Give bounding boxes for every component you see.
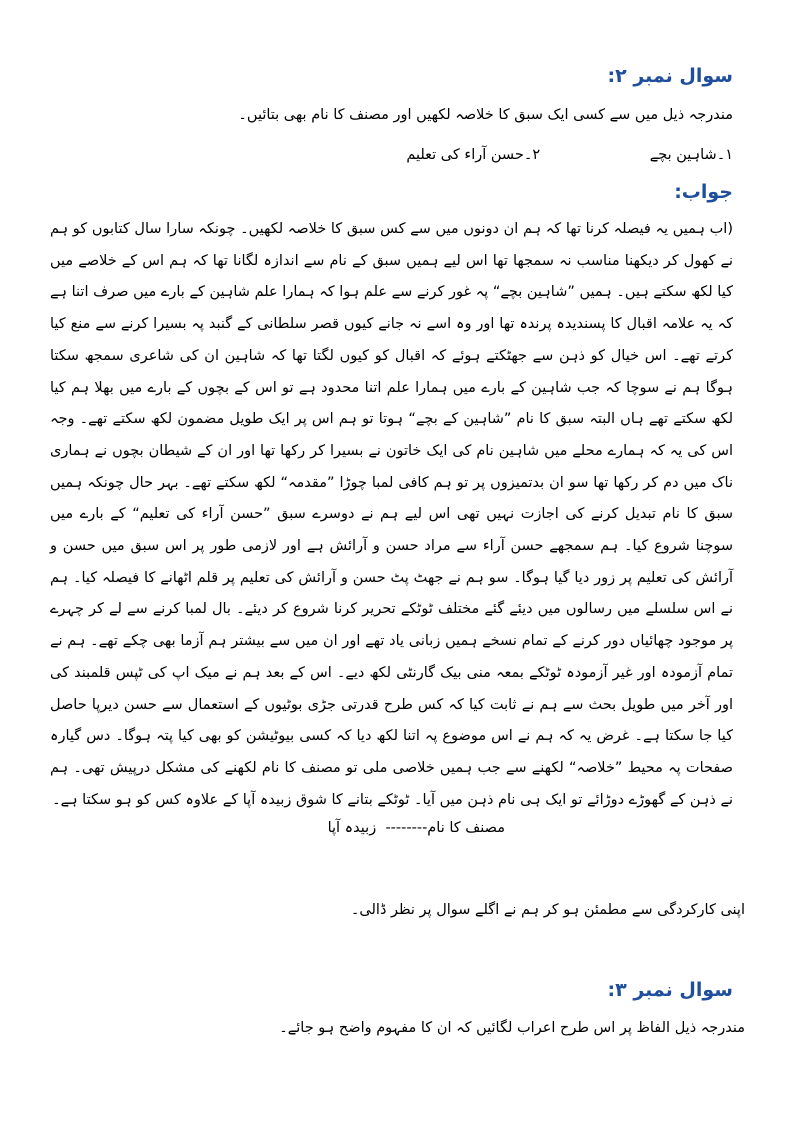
question-2-options	[406, 145, 733, 165]
question-3-prompt: مندرجہ ذیل الفاظ پر اس طرح اعراب لگائیں کہ ان کا مفہوم واضح ہو جائے۔	[279, 1020, 745, 1036]
question-2-heading: سوال نمبر ۲:	[607, 65, 733, 87]
author-label: مصنف کا نام	[427, 820, 505, 836]
closing-line: اپنی کارکردگی سے مطمئن ہو کر ہم نے اگلے سوال پر نظر ڈالی۔	[350, 902, 745, 918]
question-2-prompt: مندرجہ ذیل میں سے کسی ایک سبق کا خلاصہ لکھیں اور مصنف کا نام بھی بتائیں۔	[238, 107, 733, 123]
option-1: ۱۔شاہین بچے	[649, 147, 733, 163]
option-2: ۲۔حسن آراء کی تعلیم	[406, 147, 541, 163]
author-dashes: --------	[385, 820, 428, 836]
author-line	[328, 818, 505, 838]
answer-body: (اب ہمیں یہ فیصلہ کرنا تھا کہ ہم ان دونوں میں سے کس سبق کا خلاصہ لکھیں۔ چونکہ سارا سال کتابوں کو ہم نے کھول کر دیکھنا مناسب نہ سمجھا تھا اس لیے ہمیں سبق کے نام سے اندازہ لگانا تھا کہ ہم اس کے خلاصے میں کیا لکھ سکتے ہیں۔ ہمیں ”شاہین بچے“ پہ غور کرنے سے علم ہوا کہ ہمارا علم شاہین کے بارے میں صرف اتنا ہے کہ یہ علامہ اقبال کا پسندیدہ پرندہ تھا اور وہ اسے نہ جانے کیوں قصر سلطانی کے گنبد پہ بسیرا کرنے سے منع کیا کرتے تھے۔ اس خیال کو ذہن سے جھٹکتے ہوئے کہ اقبال کو کیوں لگتا تھا کہ شاہین ان کی شاعری سمجھ سکتا ہوگا ہم نے سوچا کہ جب شاہین کے بارے میں ہمارا علم اتنا محدود ہے تو اس کے بچوں کے بارے میں بھلا ہم کیا لکھ سکتے تھے ہاں البتہ سبق کا نام ”شاہین کے بچے“ ہوتا تو ہم اس پر ایک طویل مضمون لکھ سکتے تھے۔ وجہ اس کی یہ کہ ہمارے محلے میں شاہین نام کی ایک خاتون نے بسیرا کر رکھا تھا اور ان کے شیطان بچوں نے ہماری ناک میں دم کر رکھا تھا سو ان بدتمیزوں پر تو ہم کافی لمبا چوڑا ”مقدمہ“ لکھ سکتے تھے۔ بہر حال چونکہ ہمیں سبق کا نام تبدیل کرنے کی اجازت نہیں تھی اس لیے ہم نے دوسرے سبق ”حسن آراء کی تعلیم“ کے بارے میں سوچنا شروع کیا۔ ہم سمجھے حسن آراء سے مراد حسن و آرائش ہے اور لازمی طور پر اس سبق میں حسن و آرائش کی تعلیم پر زور دیا گیا ہوگا۔ سو ہم نے جھٹ پٹ حسن و آرائش کی تعلیم پر قلم اٹھانے کا فیصلہ کیا۔ ہم نے اس سلسلے میں رسالوں میں دیئے گئے مختلف ٹوٹکے تحریر کرنا شروع کر دیئے۔ بال لمبا کرنے سے لے کر چہرے پر موجود چھائیاں دور کرنے کے تمام نسخے ہمیں زبانی یاد تھے اور ان میں سے بیشتر ہم آزما بھی چکے تھے۔ ہم نے تمام آزمودہ اور غیر آزمودہ ٹوٹکے بمعہ منی بیک گارنٹی لکھ دیے۔ اس کے بعد ہم نے میک اپ کی ٹپس قلمبند کی اور آخر میں طویل بحث سے ہم نے ثابت کیا کہ کس طرح قدرتی جڑی بوٹیوں کے استعمال سے حسن دیرپا حاصل کیا جا سکتا ہے۔ غرض یہ کہ ہم نے اس موضوع پہ اتنا لکھ دیا کہ کسی بیوٹیشن کو بھی کیا پتہ ہوگا۔ دس گیارہ صفحات پہ محیط ”خلاصہ“ لکھنے سے جب ہمیں خلاصی ملی تو مصنف کا نام لکھنے کی مشکل درپیش تھی۔ ہم نے ذہن کے گھوڑے دوڑائے تو ایک ہی نام ذہن میں آیا۔ ٹوٹکے بتانے کا شوق زبیدہ آپا کے علاوہ کس کو ہو سکتا ہے۔	[50, 221, 733, 808]
answer-heading: جواب:	[674, 181, 733, 203]
question-3-heading: سوال نمبر ۳:	[607, 979, 733, 1001]
author-name: زبیدہ آپا	[327, 820, 377, 836]
